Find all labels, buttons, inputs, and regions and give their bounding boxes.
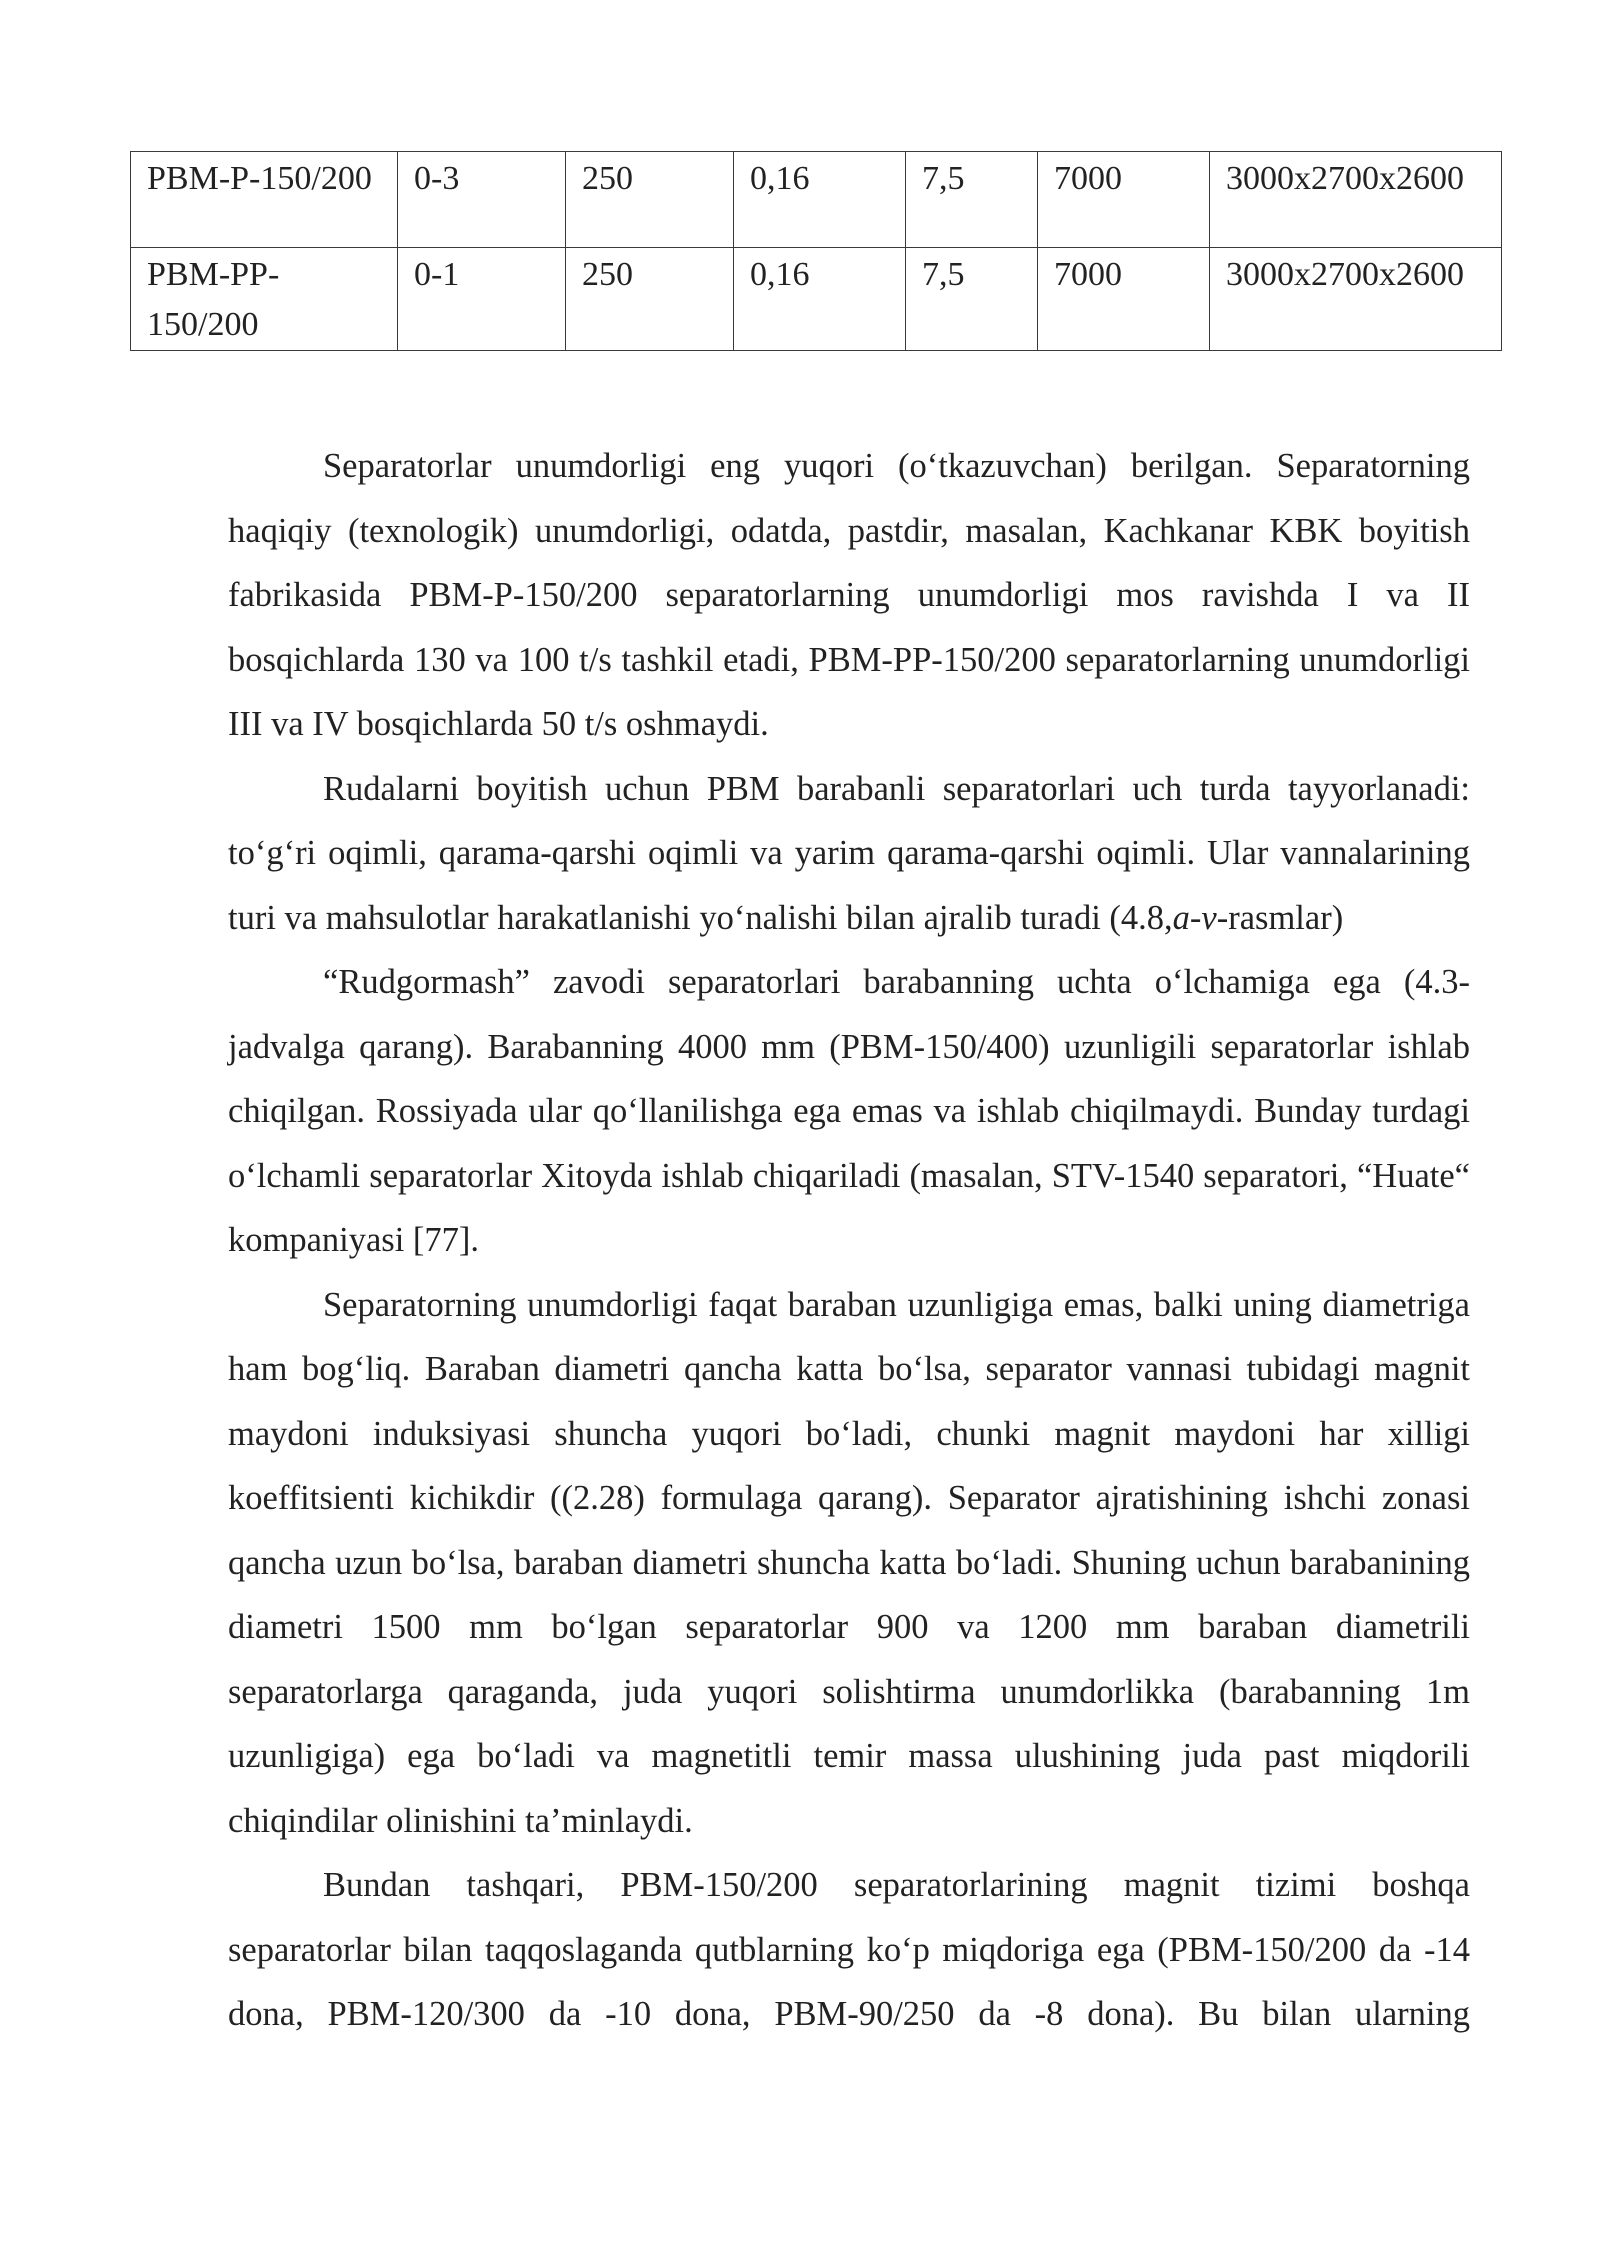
table-cell: 250 <box>566 248 734 351</box>
table-cell: 7000 <box>1038 248 1210 351</box>
table-cell-model: PBM-P-150/200 <box>131 152 398 248</box>
table-cell: 7,5 <box>906 152 1038 248</box>
table-cell: 3000x2700x2600 <box>1210 152 1502 248</box>
figure-letter-v: v <box>1201 898 1217 937</box>
body-text <box>228 434 1470 2047</box>
paragraph-text: -rasmlar) <box>1216 898 1344 937</box>
paragraph: “Rudgormash” zavodi separatorlari barabanning uchta o‘lchamiga ega (4.3-jadvalga qarang). Barabanning 4000 mm (PBM-150/400) uzunligili separatorlar ishlab chiqilgan. Rossiyada ular qo‘llanilishga ega emas va ishlab chiqilmaydi. Bunday turdagi o‘lchamli separatorlar Xitoyda ishlab chiqariladi (masalan, STV-1540 separatori, “Huate“ kompaniyasi [77]. <box>228 963 1470 1259</box>
table-cell: 0-1 <box>398 248 566 351</box>
table-row <box>131 248 1502 351</box>
paragraph: Separatorning unumdorligi faqat baraban uzunligiga emas, balki uning diametriga ham bog‘liq. Baraban diametri qancha katta bo‘lsa, separator vannasi tubidagi magnit maydoni induksiyasi shuncha yuqori bo‘ladi, chunki magnit maydoni har xilligi koeffitsienti kichikdir ((2.28) formulaga qarang). Separator ajratishining ishchi zonasi qancha uzun bo‘lsa, baraban diametri shuncha katta bo‘ladi. Shuning uchun barabanining diametri 1500 mm bo‘lgan separatorlar 900 va 1200 mm baraban diametrili separatorlarga qaraganda, juda yuqori solishtirma unumdorlikka (barabanning 1m uzunligiga) ega bo‘ladi va magnetitli temir massa ulushining juda past miqdorili chiqindilar olinishini ta’minlaydi. <box>228 1285 1470 1840</box>
figure-dash: - <box>1189 898 1202 937</box>
figure-letter-a: a <box>1172 898 1190 937</box>
table-cell: 0,16 <box>734 152 906 248</box>
paragraph: Bundan tashqari, PBM-150/200 separatorlarining magnit tizimi boshqa separatorlar bilan taqqoslaganda qutblarning ko‘p miqdoriga ega (PBM-150/200 da -14 dona, PBM-120/300 da -10 dona, PBM-90/250 da -8 dona). Bu bilan ularning <box>228 1866 1470 2033</box>
paragraph-text: Rudalarni boyitish uchun PBM barabanli separatorlari uch turda tayyorlanadi: to‘g‘ri oqimli, qarama-qarshi oqimli va yarim qarama-qarshi oqimli. Ular vannalarining turi va mahsulotlar harakatlanishi yo‘nalishi bilan ajralib turadi (4.8, <box>228 769 1470 937</box>
table-cell: 7,5 <box>906 248 1038 351</box>
table-cell: 0,16 <box>734 248 906 351</box>
table-cell: 3000x2700x2600 <box>1210 248 1502 351</box>
table-cell: 0-3 <box>398 152 566 248</box>
table-cell: 7000 <box>1038 152 1210 248</box>
table-cell-model: PBM-PP-150/200 <box>131 248 398 351</box>
table-row <box>131 152 1502 248</box>
paragraph <box>228 757 1470 951</box>
separator-spec-table <box>130 151 1502 351</box>
paragraph: Separatorlar unumdorligi eng yuqori (o‘tkazuvchan) berilgan. Separatorning haqiqiy (texnologik) unumdorligi, odatda, pastdir, masalan, Kachkanar KBK boyitish fabrikasida PBM-P-150/200 separatorlarning unumdorligi mos ravishda I va II bosqichlarda 130 va 100 t/s tashkil etadi, PBM-PP-150/200 separatorlarning unumdorligi III va IV bosqichlarda 50 t/s oshmaydi. <box>228 447 1470 743</box>
table-cell: 250 <box>566 152 734 248</box>
